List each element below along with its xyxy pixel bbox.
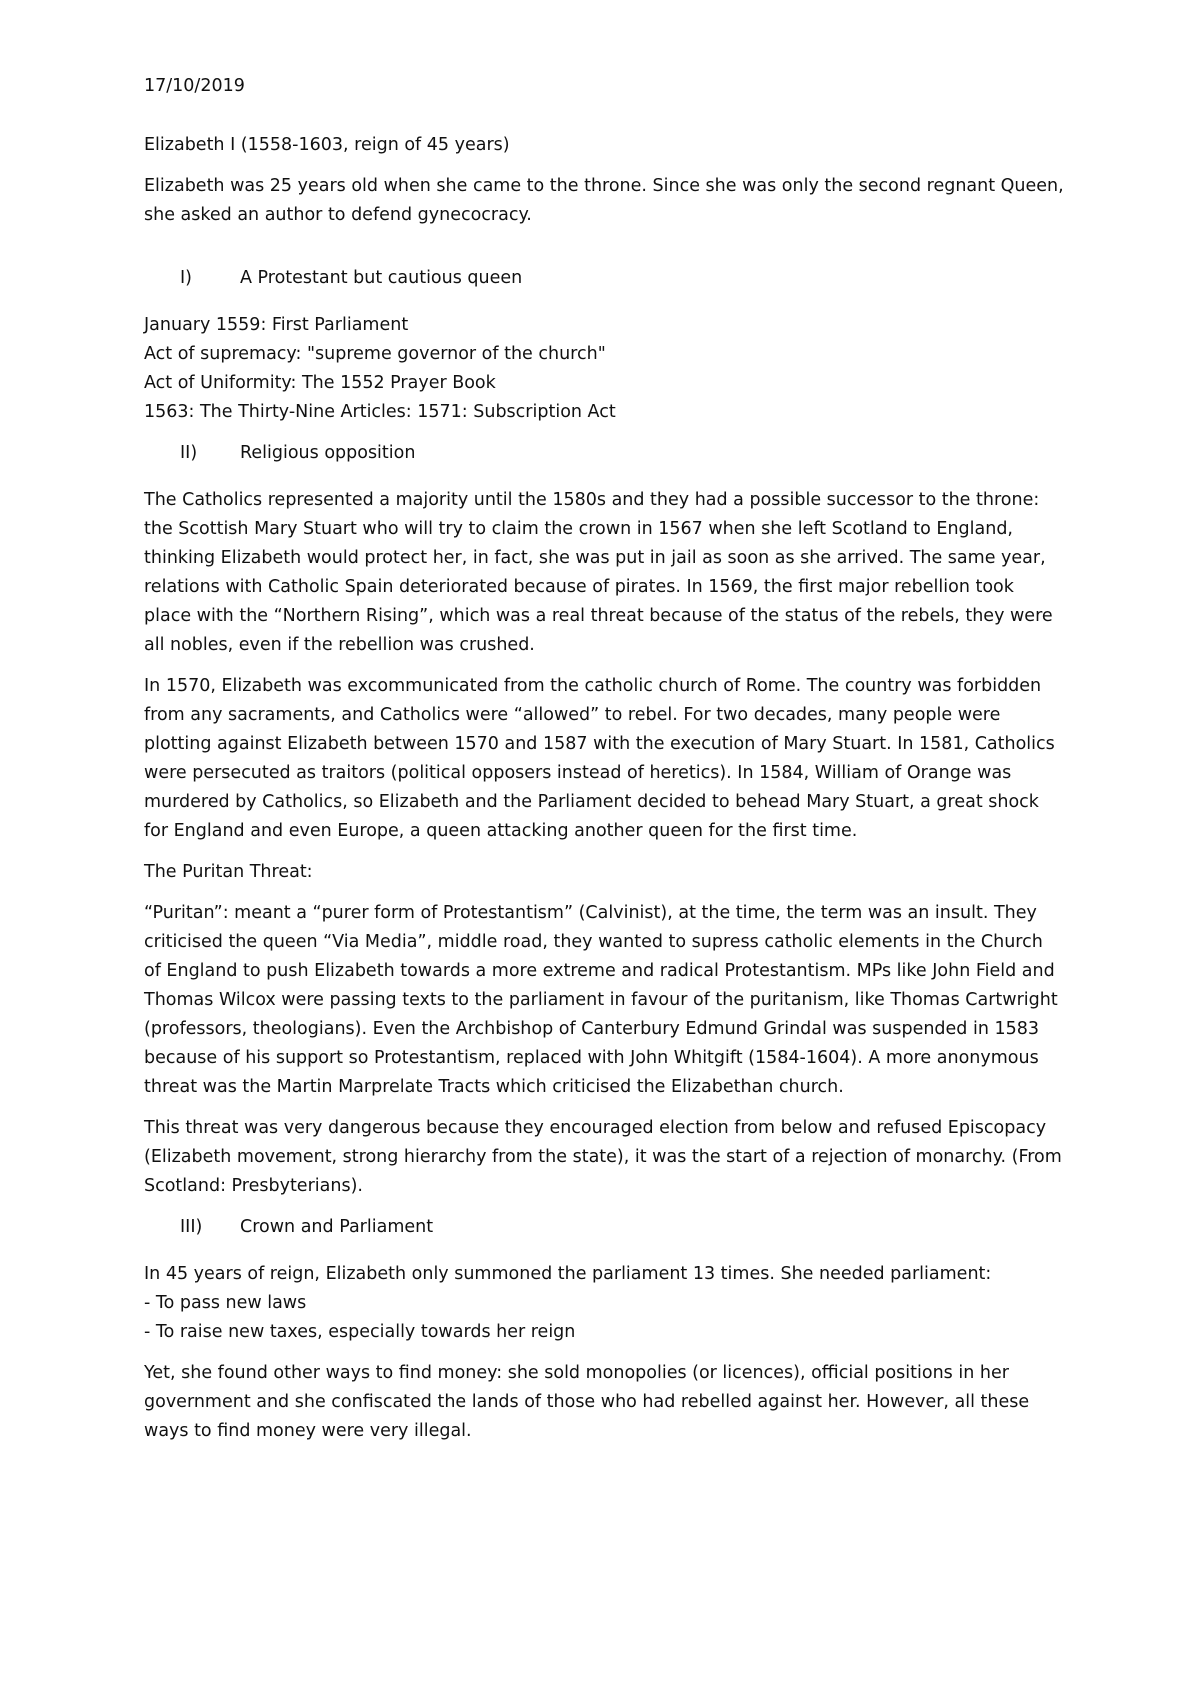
list-line: - To raise new taxes, especially towards her reign xyxy=(144,1322,576,1342)
paragraph: “Puritan”: meant a “purer form of Protestantism” (Calvinist), at the time, the term was an insult. They criticised the queen “Via Media”, middle road, they wanted to supress catholic elements in the Church of England to push Elizabeth towards a more extreme and radical Protestantism. MPs like John Field and Thomas Wilcox were passing texts to the parliament in favour of the puritanism, like Thomas Cartwright (professors, theologians). Even the Archbishop of Canterbury Edmund Grindal was suspended in 1583 because of his support so Protestantism, replaced with John Whitgift (1584-1604). A more anonymous threat was the Martin Marprelate Tracts which criticised the Elizabethan church. xyxy=(144,903,1058,1097)
list-line: In 45 years of reign, Elizabeth only summoned the parliament 13 times. She needed parliament: xyxy=(144,1264,992,1284)
paragraph: The Catholics represented a majority until the 1580s and they had a possible successor to the throne: the Scottish Mary Stuart who will try to claim the crown in 1567 when she left Scotland to England, thinking Elizabeth would protect her, in fact, she was put in jail as soon as she arrived. The same year, relations with Catholic Spain deteriorated because of pirates. In 1569, the first major rebellion took place with the “Northern Rising”, which was a real threat because of the status of the rebels, they were all nobles, even if the rebellion was crushed. xyxy=(144,490,1053,655)
intro-paragraph: Elizabeth was 25 years old when she came to the throne. Since she was only the second regnant Queen, she asked an author to defend gynecocracy. xyxy=(144,176,1064,225)
section-number-2: II) xyxy=(180,443,198,463)
section-number-1: I) xyxy=(180,268,192,288)
list-line: January 1559: First Parliament xyxy=(144,315,409,335)
section-1-list xyxy=(144,311,1064,427)
section-number-3: III) xyxy=(180,1217,203,1237)
list-line: Act of Uniformity: The 1552 Prayer Book xyxy=(144,373,496,393)
section-title-3: Crown and Parliament xyxy=(240,1217,434,1237)
document-date: 17/10/2019 xyxy=(144,76,245,96)
subheading: The Puritan Threat: xyxy=(144,862,313,882)
section-heading-3 xyxy=(144,1213,1064,1242)
section-heading-1 xyxy=(144,264,1064,293)
section-title-1: A Protestant but cautious queen xyxy=(240,268,523,288)
section-title-2: Religious opposition xyxy=(240,443,416,463)
document-page xyxy=(144,72,1064,1458)
paragraph: This threat was very dangerous because they encouraged election from below and refused Episcopacy (Elizabeth movement, strong hierarchy from the state), it was the start of a rejection of monarchy. (From Scotland: Presbyterians). xyxy=(144,1118,1062,1196)
section-heading-2 xyxy=(144,439,1064,468)
paragraph: Yet, she found other ways to find money: she sold monopolies (or licences), official positions in her government and she confiscated the lands of those who had rebelled against her. However, all these ways to find money were very illegal. xyxy=(144,1363,1030,1441)
list-line: 1563: The Thirty-Nine Articles: 1571: Subscription Act xyxy=(144,402,616,422)
list-line: Act of supremacy: "supreme governor of the church" xyxy=(144,344,606,364)
document-title: Elizabeth I (1558-1603, reign of 45 years) xyxy=(144,135,510,155)
section-3-list xyxy=(144,1260,1064,1347)
paragraph: In 1570, Elizabeth was excommunicated from the catholic church of Rome. The country was forbidden from any sacraments, and Catholics were “allowed” to rebel. For two decades, many people were plotting against Elizabeth between 1570 and 1587 with the execution of Mary Stuart. In 1581, Catholics were persecuted as traitors (political opposers instead of heretics). In 1584, William of Orange was murdered by Catholics, so Elizabeth and the Parliament decided to behead Mary Stuart, a great shock for England and even Europe, a queen attacking another queen for the first time. xyxy=(144,676,1055,841)
list-line: - To pass new laws xyxy=(144,1293,307,1313)
